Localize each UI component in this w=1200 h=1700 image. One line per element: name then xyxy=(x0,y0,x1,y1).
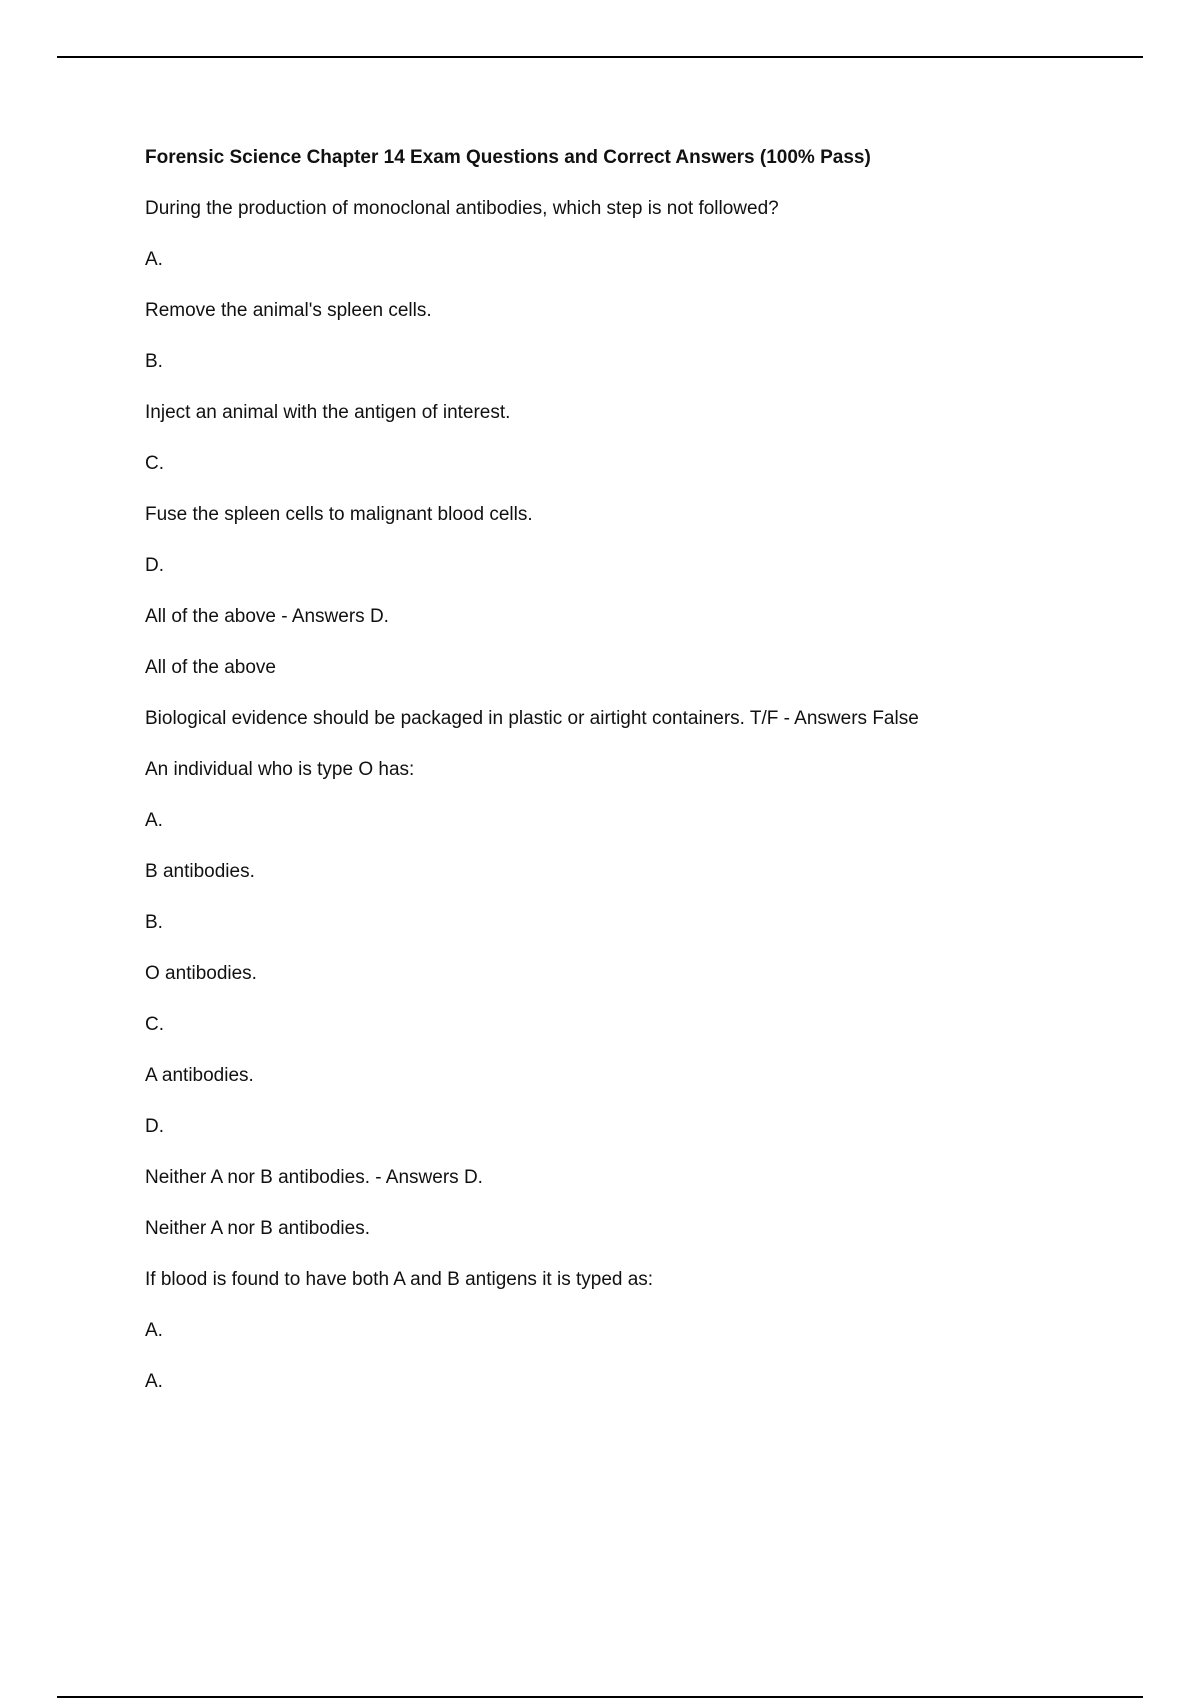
question-2-text: Biological evidence should be packaged in plastic or airtight containers. T/F - Answers False xyxy=(145,708,919,729)
answer-text: Neither A nor B antibodies. xyxy=(145,1218,370,1239)
header-rule xyxy=(57,56,1143,58)
answer-line: Neither A nor B antibodies. - Answers D. xyxy=(145,1167,483,1188)
option-label: B. xyxy=(145,912,163,933)
option-text: Fuse the spleen cells to malignant blood cells. xyxy=(145,504,533,525)
option-text: A antibodies. xyxy=(145,1065,254,1086)
option-label: A. xyxy=(145,1371,163,1392)
option-text: B antibodies. xyxy=(145,861,255,882)
question-1-text: During the production of monoclonal antibodies, which step is not followed? xyxy=(145,198,779,219)
question-4-text: If blood is found to have both A and B antigens it is typed as: xyxy=(145,1269,654,1290)
option-label: D. xyxy=(145,555,164,576)
option-text: Inject an animal with the antigen of interest. xyxy=(145,402,511,423)
option-text: Remove the animal's spleen cells. xyxy=(145,300,432,321)
question-3-text: An individual who is type O has: xyxy=(145,759,415,780)
answer-text: All of the above xyxy=(145,657,276,678)
document-body xyxy=(145,146,1105,1394)
footer-rule xyxy=(57,1696,1143,1698)
option-label: A. xyxy=(145,249,163,270)
option-label: C. xyxy=(145,1014,164,1035)
answer-line: All of the above - Answers D. xyxy=(145,606,389,627)
document-title: Forensic Science Chapter 14 Exam Questions and Correct Answers (100% Pass) xyxy=(145,147,871,168)
option-label: A. xyxy=(145,1320,163,1341)
option-label: B. xyxy=(145,351,163,372)
option-text: O antibodies. xyxy=(145,963,257,984)
option-label: D. xyxy=(145,1116,164,1137)
option-label: A. xyxy=(145,810,163,831)
option-label: C. xyxy=(145,453,164,474)
